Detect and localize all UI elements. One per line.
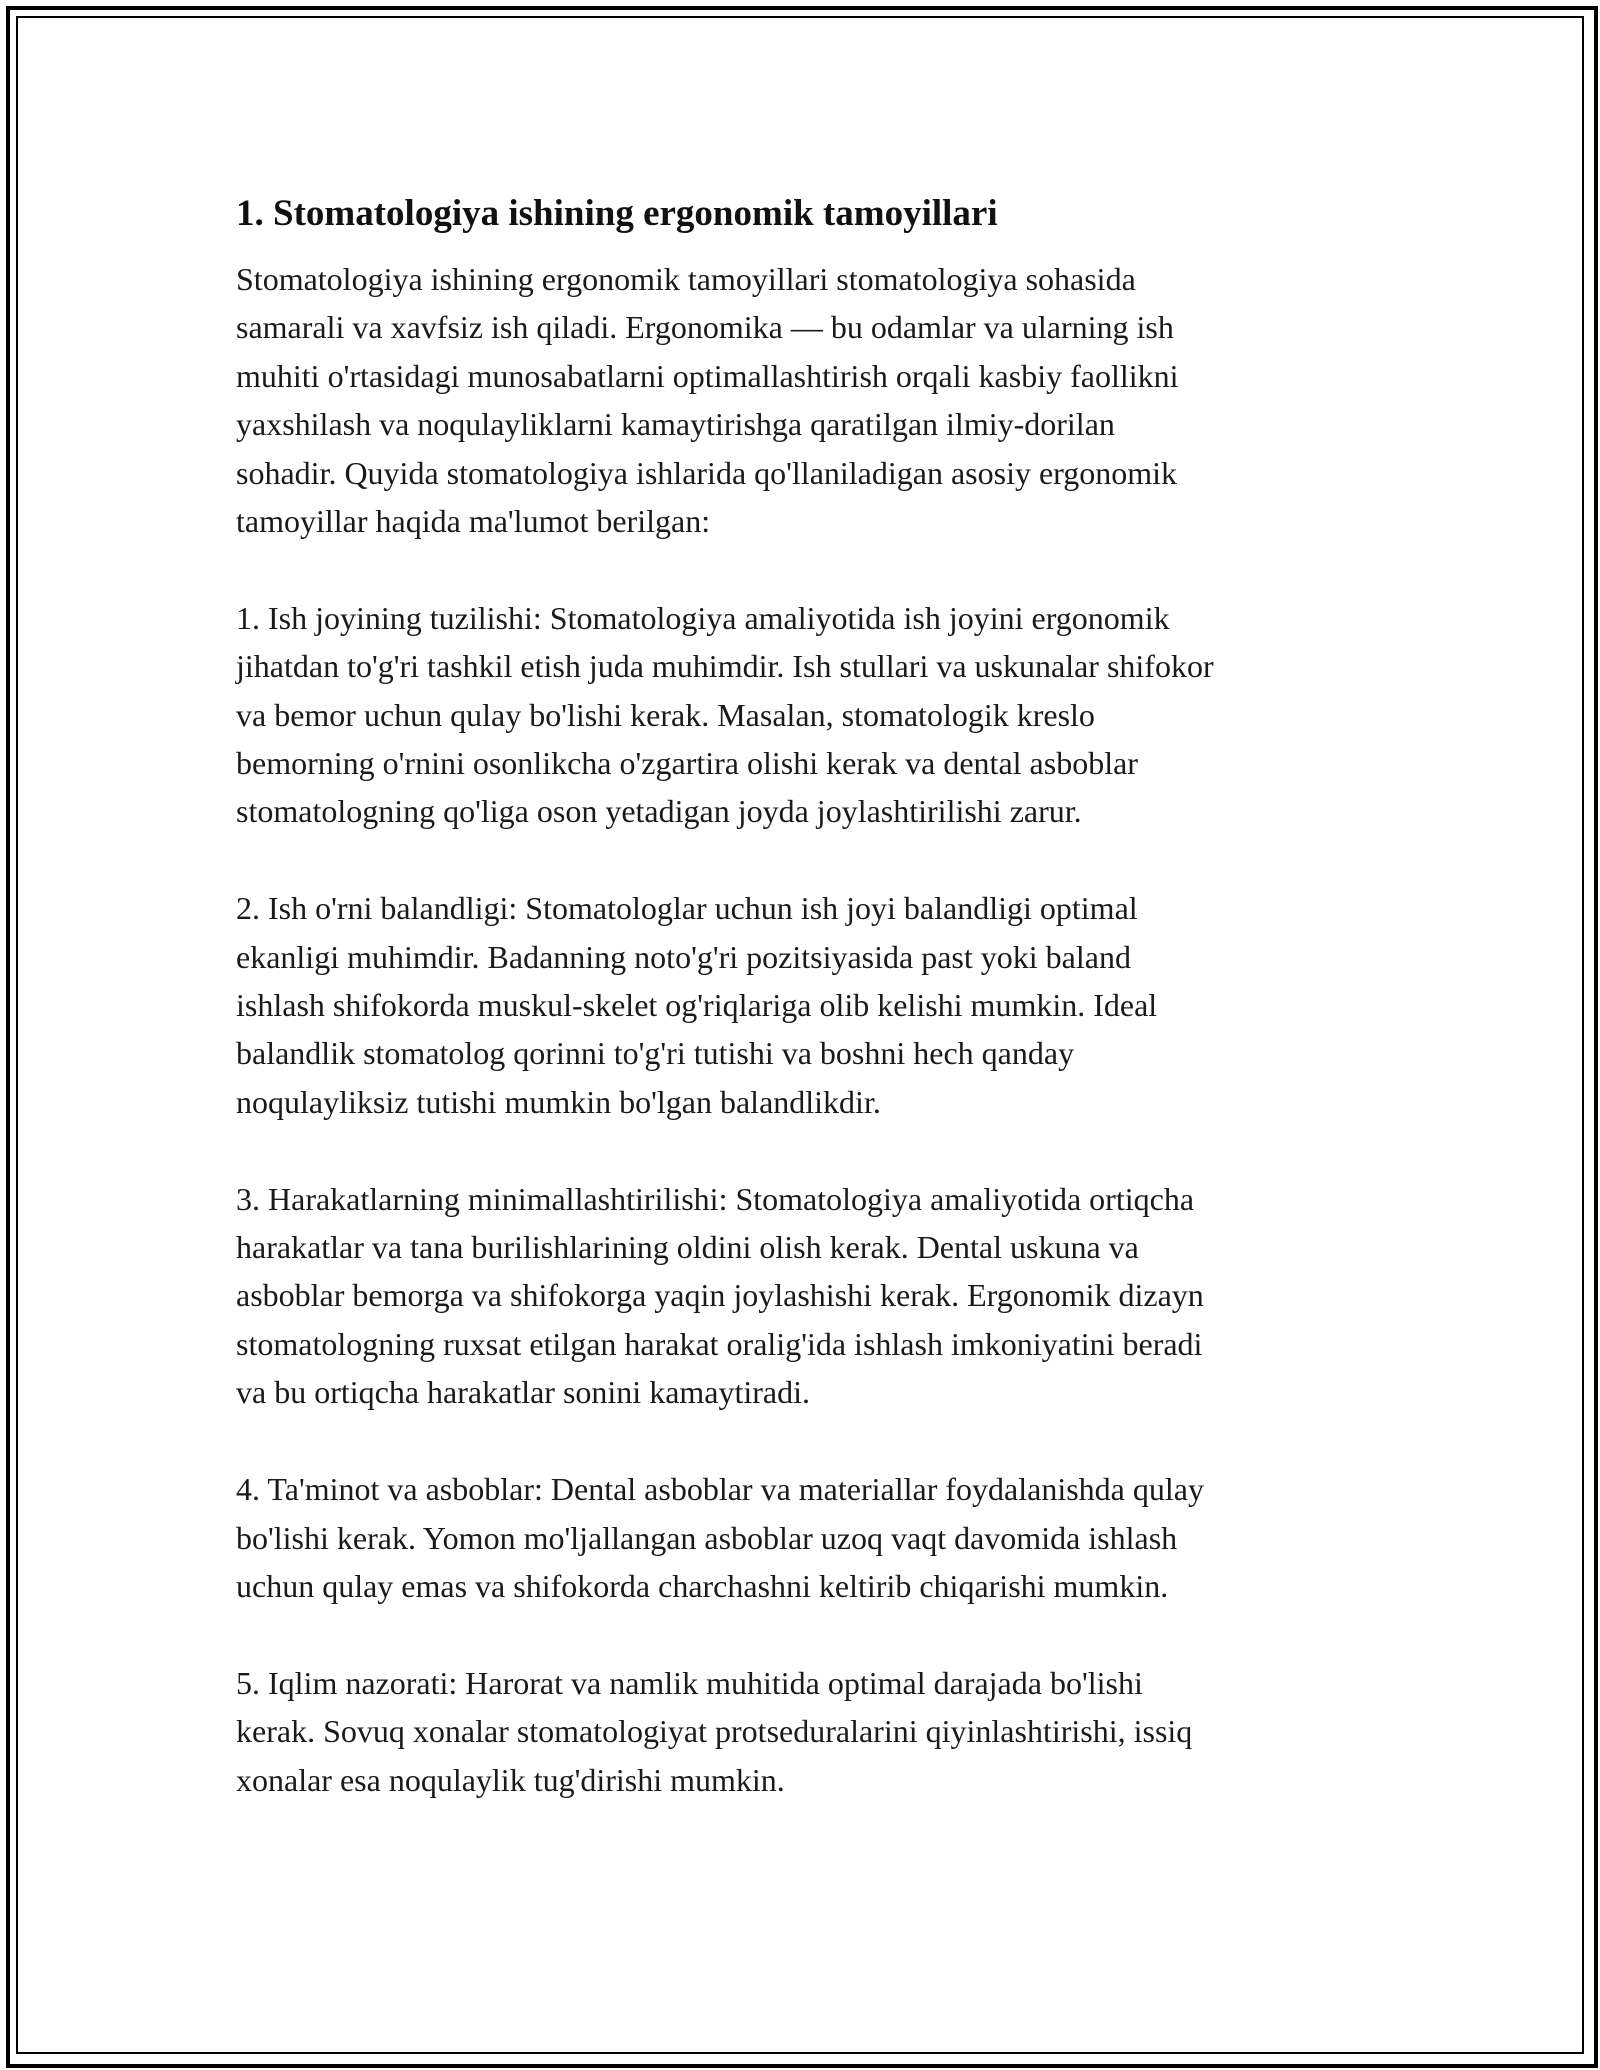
paragraph-supplies-tools: 4. Ta'minot va asboblar: Dental asboblar va materiallar foydalanishda qulay bo'lishi kerak. Yomon mo'ljallangan asboblar uzoq vaqt davomida ishlash uchun qulay emas va shifokorda charchashni keltirib chiqarishi mumkin. — [236, 1471, 1204, 1604]
document-title: 1. Stomatologiya ishining ergonomik tamoyillari — [236, 193, 998, 234]
paragraph-work-height: 2. Ish o'rni balandligi: Stomatologlar uchun ish joyi balandligi optimal ekanligi muhimdir. Badanning noto'g'ri pozitsiyasida past yoki baland ishlash shifokorda muskul-skelet og'riqlariga olib kelishi mumkin. Ideal balandlik stomatolog qorinni to'g'ri tutishi va boshni hech qanday noqulayliksiz tutishi mumkin bo'lgan balandlikdir. — [236, 890, 1158, 1120]
paragraph-workplace-structure: 1. Ish joyining tuzilishi: Stomatologiya amaliyotida ish joyini ergonomik jihatdan to'g'ri tashkil etish juda muhimdir. Ish stullari va uskunalar shifokor va bemor uchun qulay bo'lishi kerak. Masalan, stomatologik kreslo bemorning o'rnini osonlikcha o'zgartira olishi kerak va dental asboblar stomatologning qo'liga oson yetadigan joyda joylashtirilishi zarur. — [236, 599, 1214, 830]
paragraph-movement-minimization: 3. Harakatlarning minimallashtirilishi: Stomatologiya amaliyotida ortiqcha harakatlar va tana burilishlarining oldini olish kerak. Dental uskuna va asboblar bemorga va shifokorga yaqin joylashishi kerak. Ergonomik dizayn stomatologning ruxsat etilgan harakat oralig'ida ishlash imkoniyatini beradi va bu ortiqcha harakatlar sonini kamaytiradi. — [236, 1180, 1204, 1411]
document-body — [236, 185, 1376, 1852]
paragraph-climate-control: 5. Iqlim nazorati: Harorat va namlik muhitida optimal darajada bo'lishi kerak. Sovuq xonalar stomatologiyat protseduralarini qiyinlashtirishi, issiq xonalar esa noqulaylik tug'dirishi mumkin. — [236, 1664, 1193, 1798]
intro-paragraph: Stomatologiya ishining ergonomik tamoyillari stomatologiya sohasida samarali va xavfsiz ish qiladi. Ergonomika — bu odamlar va ularning ish muhiti o'rtasidagi munosabatlarni optimallashtirish orqali kasbiy faollikni yaxshilash va noqulayliklarni kamaytirishga qaratilgan ilmiy-dorilan sohadir. Quyida stomatologiya ishlarida qo'llaniladigan asosiy ergonomik tamoyillar haqida ma'lumot berilgan: — [236, 261, 1179, 540]
